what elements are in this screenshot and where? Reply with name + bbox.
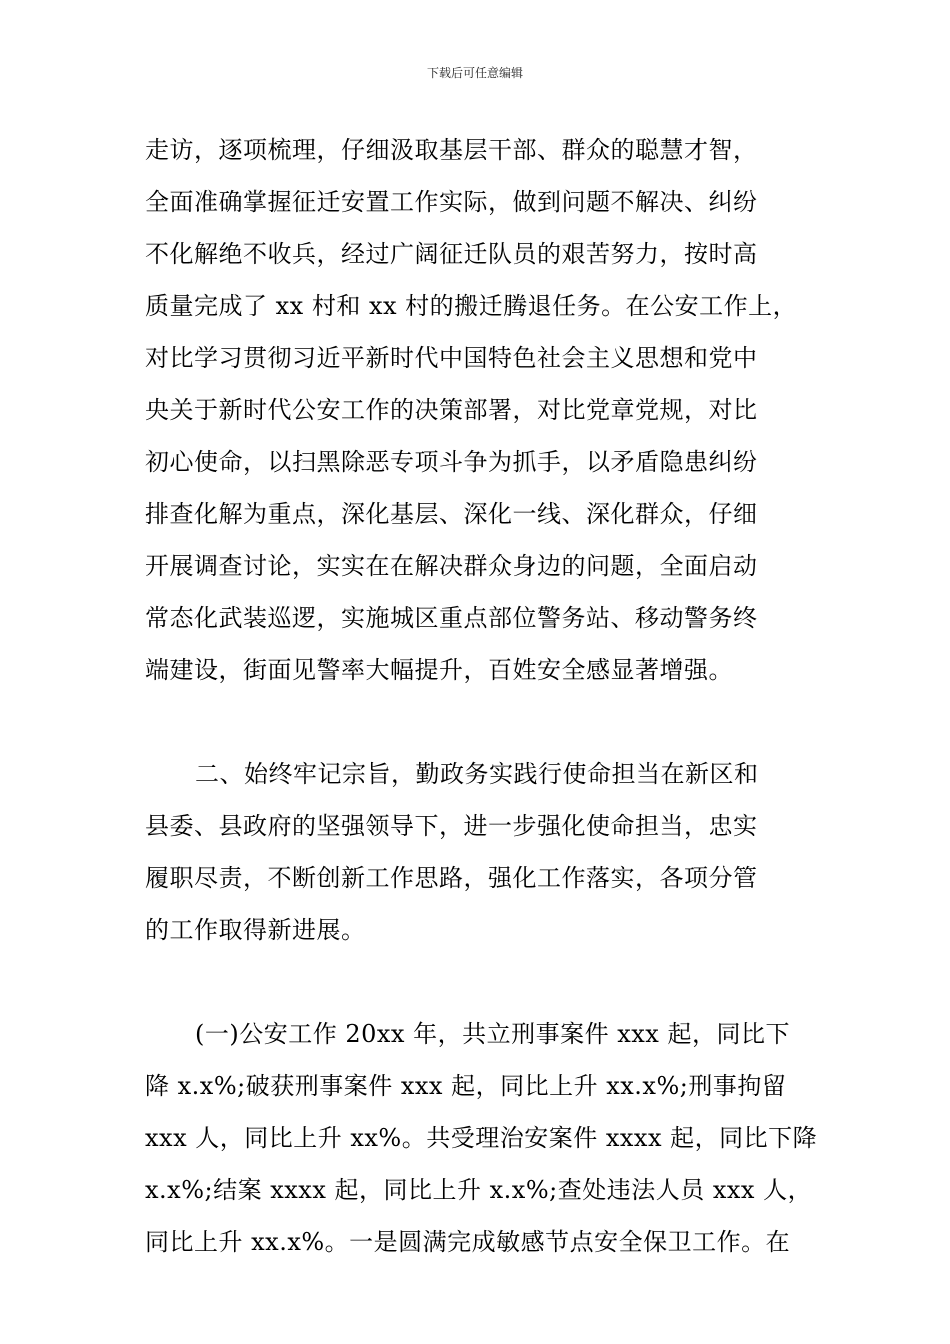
text-line: 央关于新时代公安工作的决策部署，对比党章党规，对比 (145, 396, 758, 424)
text-line: (一)公安工作 20xx 年，共立刑事案件 xxx 起，同比下 (195, 1020, 790, 1048)
paragraph-spacer (145, 956, 815, 1008)
text-line: 不化解绝不收兵，经过广阔征迁队员的艰苦努力，按时高 (145, 240, 758, 268)
text-line: 对比学习贯彻习近平新时代中国特色社会主义思想和党中 (145, 344, 758, 372)
text-line: 端建设，街面见警率大幅提升，百姓安全感显著增强。 (145, 656, 733, 684)
document-body (145, 124, 818, 1268)
text-line: 开展调查讨论，实实在在解决群众身边的问题，全面启动 (145, 552, 758, 580)
text-line: 的工作取得新进展。 (145, 916, 366, 944)
text-line: 走访，逐项梳理，仔细汲取基层干部、群众的聪慧才智， (145, 136, 758, 164)
text-line: 履职尽责，不断创新工作思路，强化工作落实，各项分管 (145, 864, 758, 892)
text-line: x.x%;结案 xxxx 起，同比上升 x.x%;查处违法人员 xxx 人， (145, 1176, 813, 1204)
text-line: 县委、县政府的坚强领导下，进一步强化使命担当，忠实 (145, 812, 758, 840)
paragraph (145, 748, 815, 956)
text-line: 常态化武装巡逻，实施城区重点部位警务站、移动警务终 (145, 604, 758, 632)
text-line: 全面准确掌握征迁安置工作实际，做到问题不解决、纠纷 (145, 188, 758, 216)
text-line: 排查化解为重点，深化基层、深化一线、深化群众，仔细 (145, 500, 758, 528)
text-line: 二、始终牢记宗旨，勤政务实践行使命担当在新区和 (195, 760, 759, 788)
page-header: 下载后可任意编辑 (426, 66, 523, 80)
paragraph (145, 124, 815, 696)
text-line: xxx 人，同比上升 xx%。共受理治安案件 xxxx 起，同比下降 (145, 1124, 818, 1152)
paragraph-spacer (145, 696, 815, 748)
text-line: 同比上升 xx.x%。一是圆满完成敏感节点安全保卫工作。在 (145, 1228, 791, 1256)
text-line: 初心使命，以扫黑除恶专项斗争为抓手，以矛盾隐患纠纷 (145, 448, 758, 476)
paragraph (145, 1008, 818, 1268)
text-line: 质量完成了 xx 村和 xx 村的搬迁腾退任务。在公安工作上， (145, 292, 798, 320)
text-line: 降 x.x%;破获刑事案件 xxx 起，同比上升 xx.x%;刑事拘留 (145, 1072, 787, 1100)
